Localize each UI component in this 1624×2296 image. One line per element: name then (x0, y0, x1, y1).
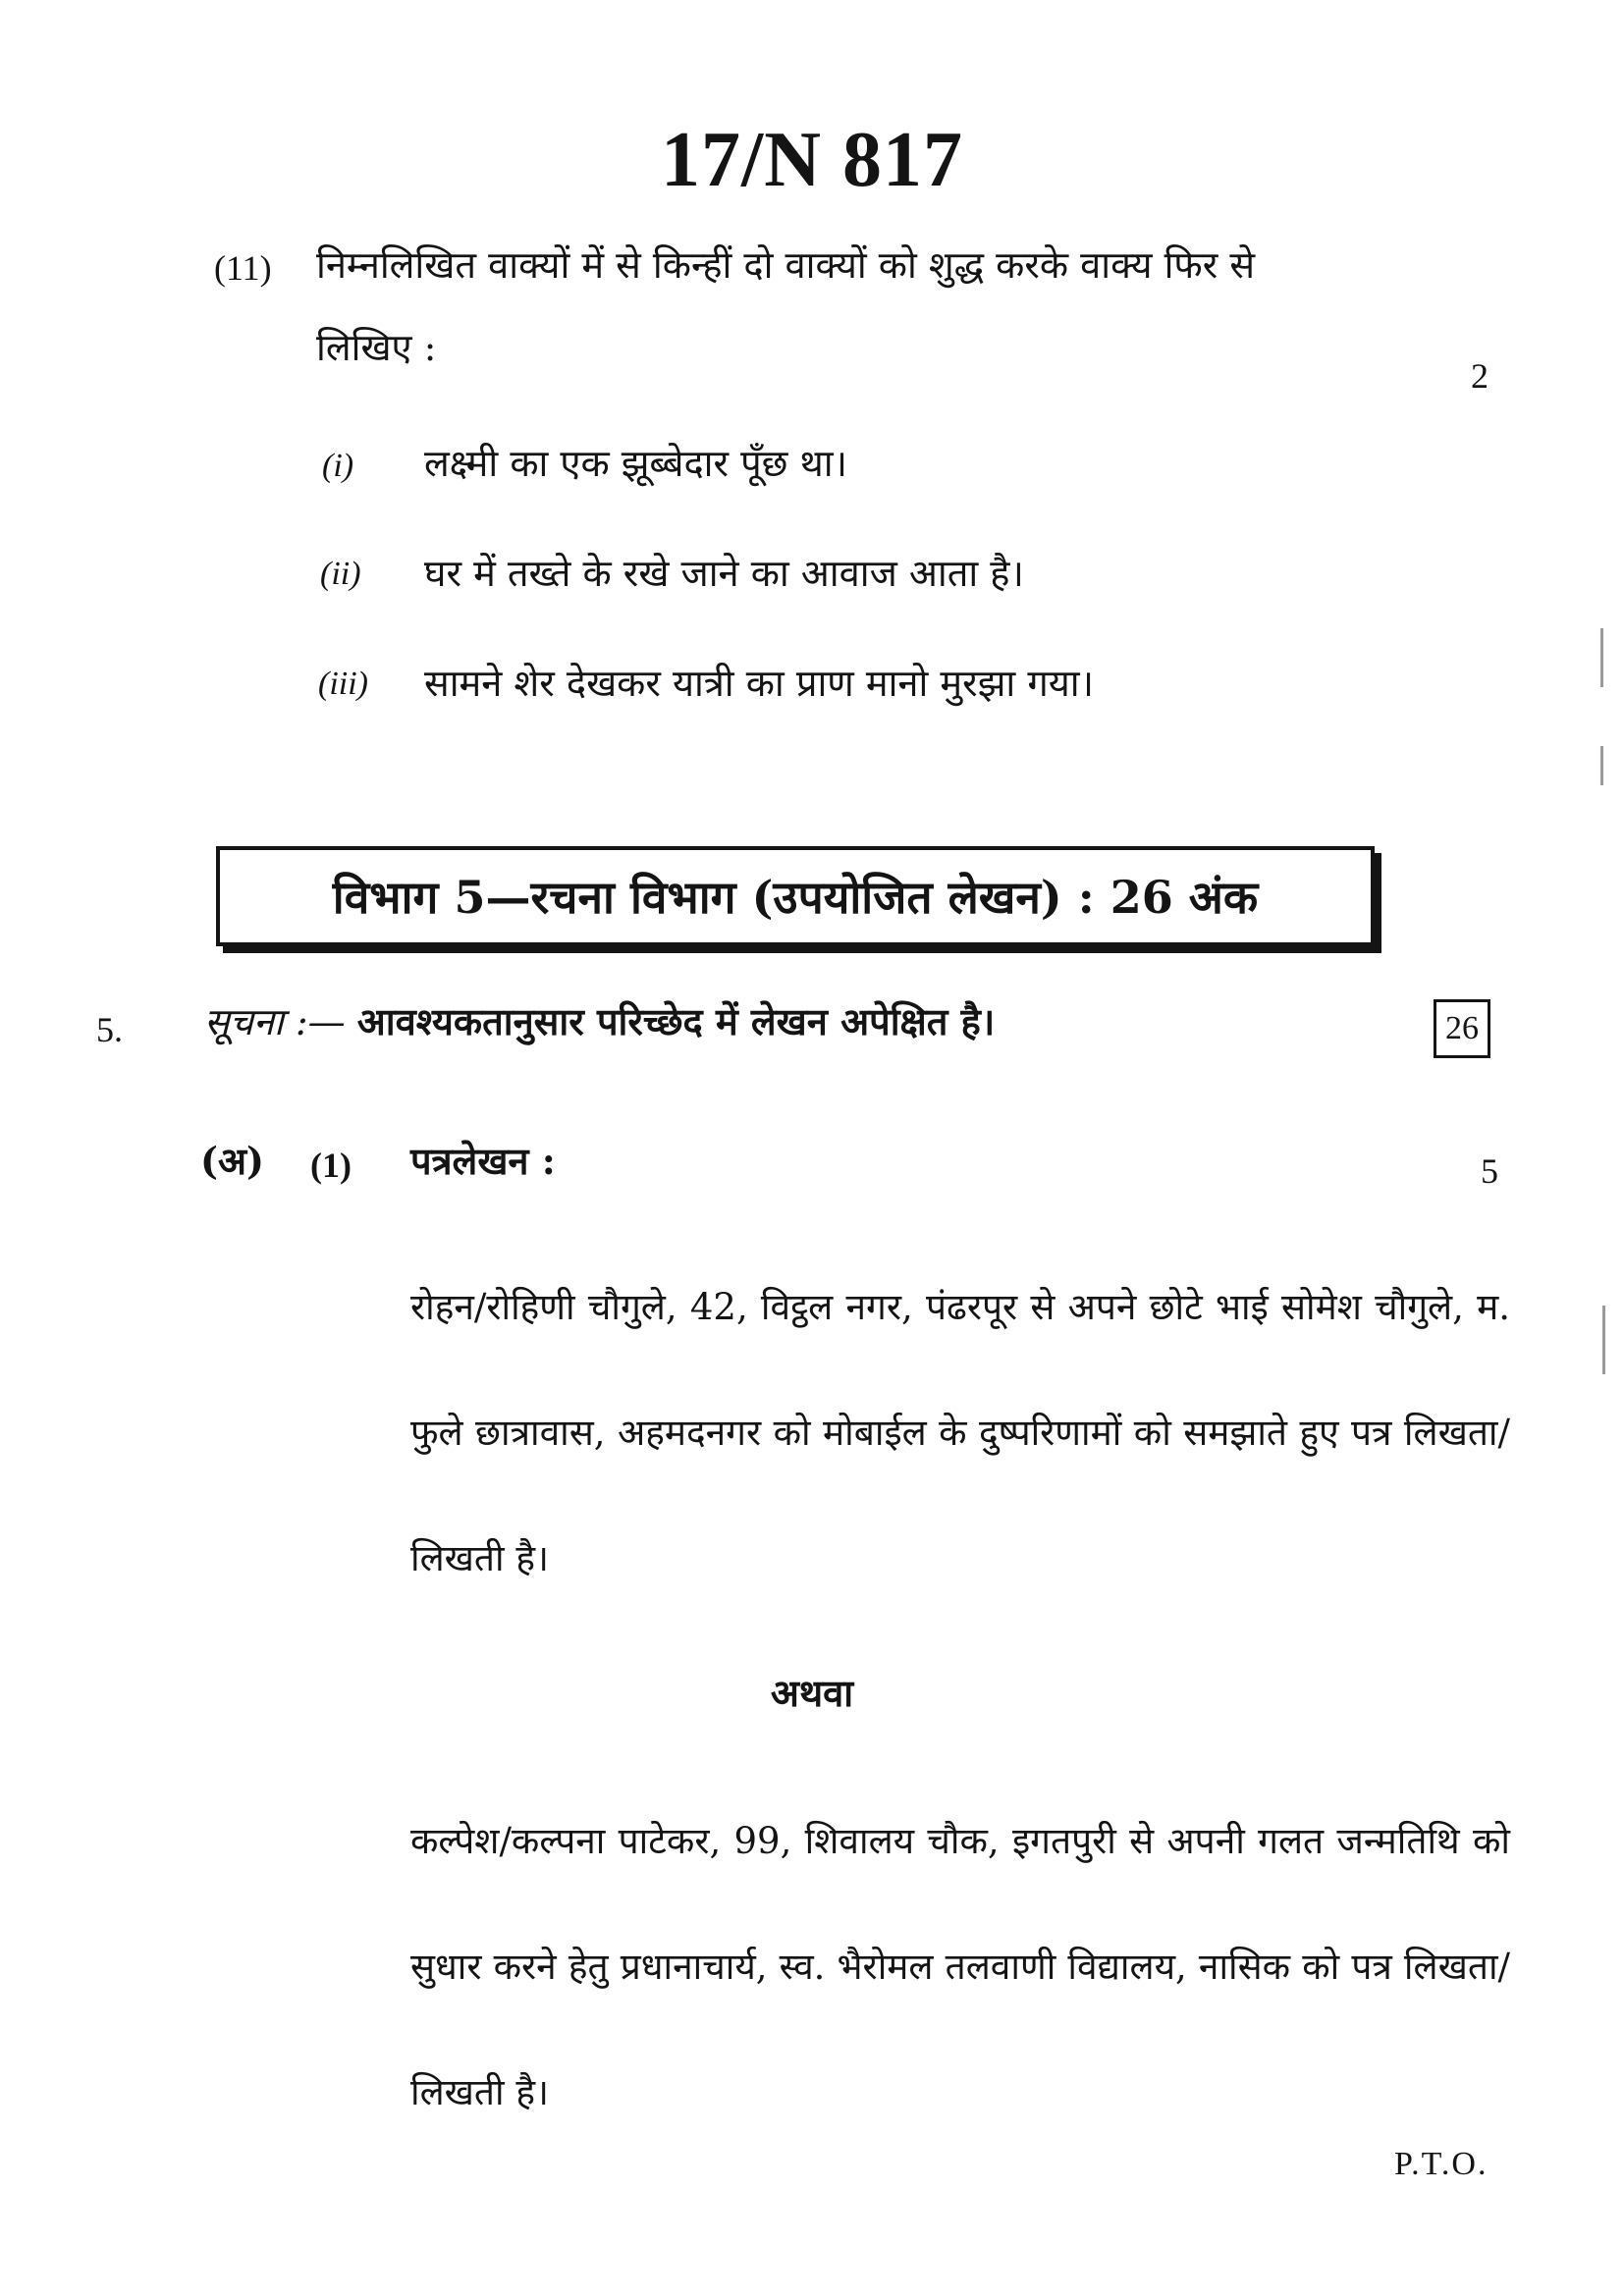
or-label: अथवा (770, 1671, 854, 1715)
q11-item-text: सामने शेर देखकर यात्री का प्राण मानो मुरझा गया। (424, 662, 1095, 705)
q11-item-text: लक्ष्मी का एक झूब्बेदार पूँछ था। (424, 442, 847, 485)
q5-note-label: सूचना :— (204, 1000, 346, 1043)
q5-note-text: आवश्यकतानुसार परिच्छेद में लेखन अपेक्षित है। (356, 999, 996, 1043)
question-number-11: (11) (214, 248, 272, 288)
section-header-box (216, 846, 1375, 946)
q5-note (204, 997, 995, 1046)
q11-item-text: घर में तख्ते के रखे जाने का आवाज आता है। (424, 552, 1024, 595)
q11-item-number: (iii) (318, 666, 368, 702)
letter-topic-1: रोहन/रोहिणी चौगुले, 42, विट्ठल नगर, पंढरपूर से अपने छोटे भाई सोमेश चौगुले, म. फुले छात्रावास, अहमदनगर को मोबाईल के दुष्परिणामों को समझाते हुए पत्र लिखता/लिखती है। (410, 1286, 1510, 1579)
q5-sub-a: (अ) (200, 1139, 264, 1183)
scan-edge-mark (1600, 628, 1603, 687)
q5-marks-box: 26 (1434, 999, 1490, 1058)
scan-edge-mark (1602, 1306, 1605, 1374)
question-number-5: 5. (96, 1010, 123, 1049)
q5-sub-title: पत्रलेखन : (410, 1139, 556, 1183)
q11-instruction-line2: लिखिए : (316, 326, 437, 369)
paper-code: 17/N 817 (661, 117, 963, 203)
scan-edge-mark (1600, 746, 1603, 785)
letter-topic-2: कल्पेश/कल्पना पाटेकर, 99, शिवालय चौक, इगतपुरी से अपनी गलत जन्मतिथि को सुधार करने हेतु प्रधानाचार्य, स्व. भैरोमल तलवाणी विद्यालय, नासिक को पत्र लिखता/लिखती है। (410, 1820, 1510, 2113)
q5-sub-marks: 5 (1481, 1151, 1498, 1191)
q11-instruction-line1: निम्नलिखित वाक्यों में से किन्हीं दो वाक्यों को शुद्ध करके वाक्य फिर से (316, 243, 1256, 287)
q11-item-number: (ii) (320, 556, 361, 592)
q11-item-number: (i) (322, 448, 354, 484)
pto-label: P.T.O. (1394, 2146, 1489, 2182)
q11-marks: 2 (1471, 356, 1489, 396)
q5-sub-1: (1) (310, 1146, 352, 1185)
section-title: विभाग 5—रचना विभाग (उपयोजित लेखन) : 26 अंक (332, 871, 1259, 924)
